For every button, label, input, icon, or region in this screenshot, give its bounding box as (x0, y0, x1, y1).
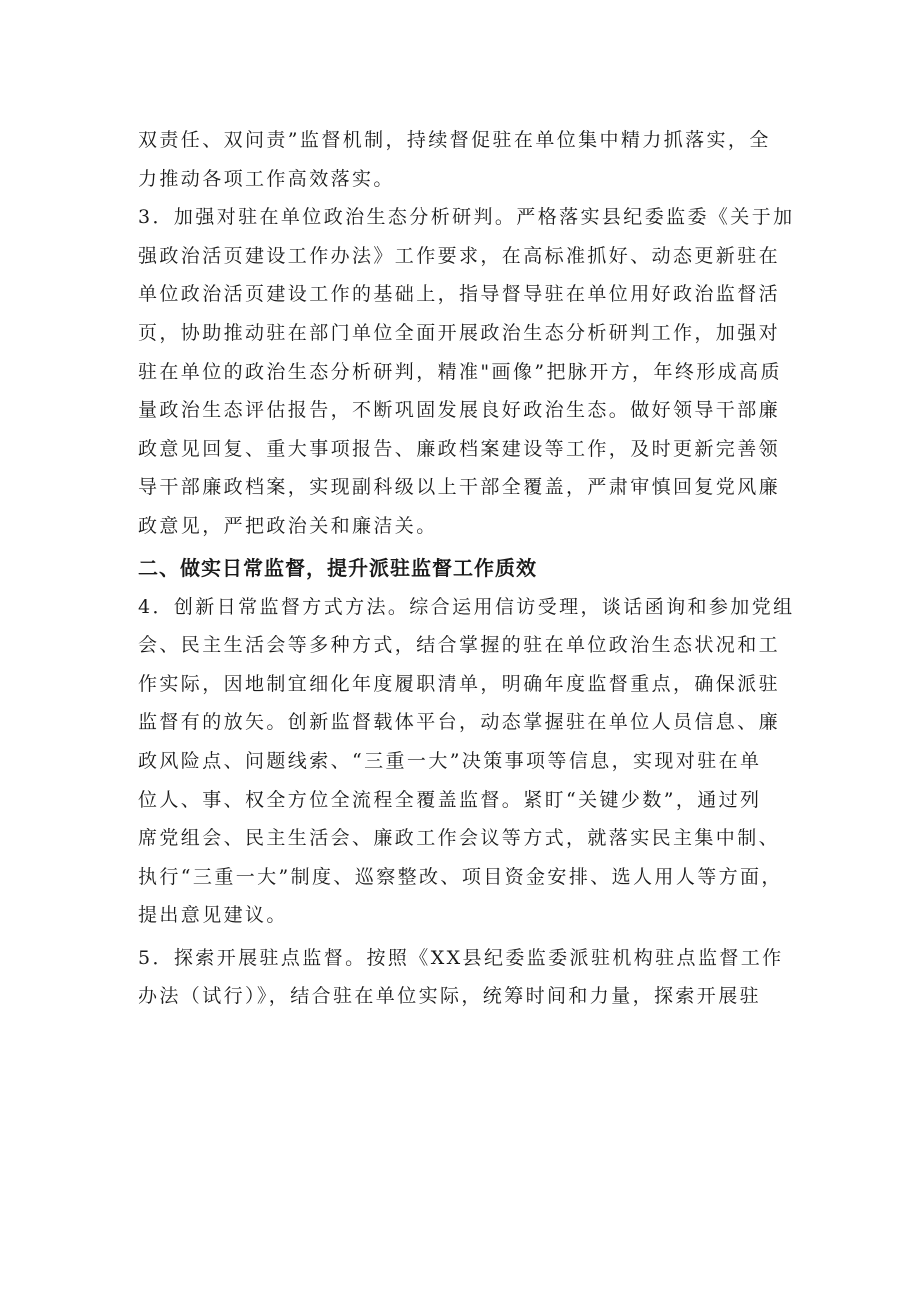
paragraph-continuation (138, 121, 798, 198)
text-line: 强政治活页建设工作办法》工作要求，在高标准抓好、动态更新驻在 (138, 244, 781, 267)
text-line: 3．加强对驻在单位政治生态分析研判。严格落实县纪委监委《关于加 (138, 206, 795, 229)
text-line: 5．探索开展驻点监督。按照《XX县纪委监委派驻机构驻点监督工作 (138, 946, 784, 969)
text-line: 提出意见建议。 (138, 904, 288, 927)
text-line: 监督有的放矢。创新监督载体平台，动态掌握驻在单位人员信息、廉 (138, 711, 781, 734)
paragraph-item-5 (138, 939, 798, 1016)
text-line: 量政治生态评估报告，不断巩固发展良好政治生态。做好领导干部廉 (138, 399, 781, 422)
text-line: 位人、事、权全方位全流程全覆盖监督。紧盯“关键少数”，通过列 (138, 788, 762, 811)
text-line: 力推动各项工作高效落实。 (138, 167, 395, 190)
document-page (138, 121, 798, 1016)
text-line: 4．创新日常监督方式方法。综合运用信访受理，谈话函询和参加党组 (138, 595, 795, 618)
text-line: 单位政治活页建设工作的基础上，指导督导驻在单位用好政治监督活 (138, 283, 781, 306)
text-line: 驻在单位的政治生态分析研判，精准"画像”把脉开方，年终形成高质 (138, 360, 782, 383)
text-line: 导干部廉政档案，实现副科级以上干部全覆盖，严肃审慎回复党风廉 (138, 476, 781, 499)
text-line: 政风险点、问题线索、“三重一大”决策事项等信息，实现对驻在单 (138, 749, 762, 772)
text-line: 政意见，严把政治关和廉洁关。 (138, 514, 438, 537)
text-line: 双责任、双问责”监督机制，持续督促驻在单位集中精力抓落实，全 (138, 129, 771, 151)
text-line: 作实际，因地制宜细化年度履职清单，明确年度监督重点，确保派驻 (138, 672, 781, 695)
text-line: 页，协助推动驻在部门单位全面开展政治生态分析研判工作，加强对 (138, 321, 781, 344)
text-line: 执行“三重一大”制度、巡察整改、项目资金安排、选人用人等方面， (138, 865, 783, 888)
paragraph-item-3 (138, 198, 798, 545)
text-line: 政意见回复、重大事项报告、廉政档案建设等工作，及时更新完善领 (138, 437, 781, 460)
text-line: 会、民主生活会等多种方式，结合掌握的驻在单位政治生态状况和工 (138, 634, 781, 657)
text-line: 办法（试行）》，结合驻在单位实际，统筹时间和力量，探索开展驻 (138, 985, 762, 1008)
section-heading: 二、做实日常监督，提升派驻监督工作质效 (138, 555, 537, 580)
paragraph-item-4 (138, 588, 798, 935)
text-line: 席党组会、民主生活会、廉政工作会议等方式，就落实民主集中制、 (138, 827, 781, 850)
